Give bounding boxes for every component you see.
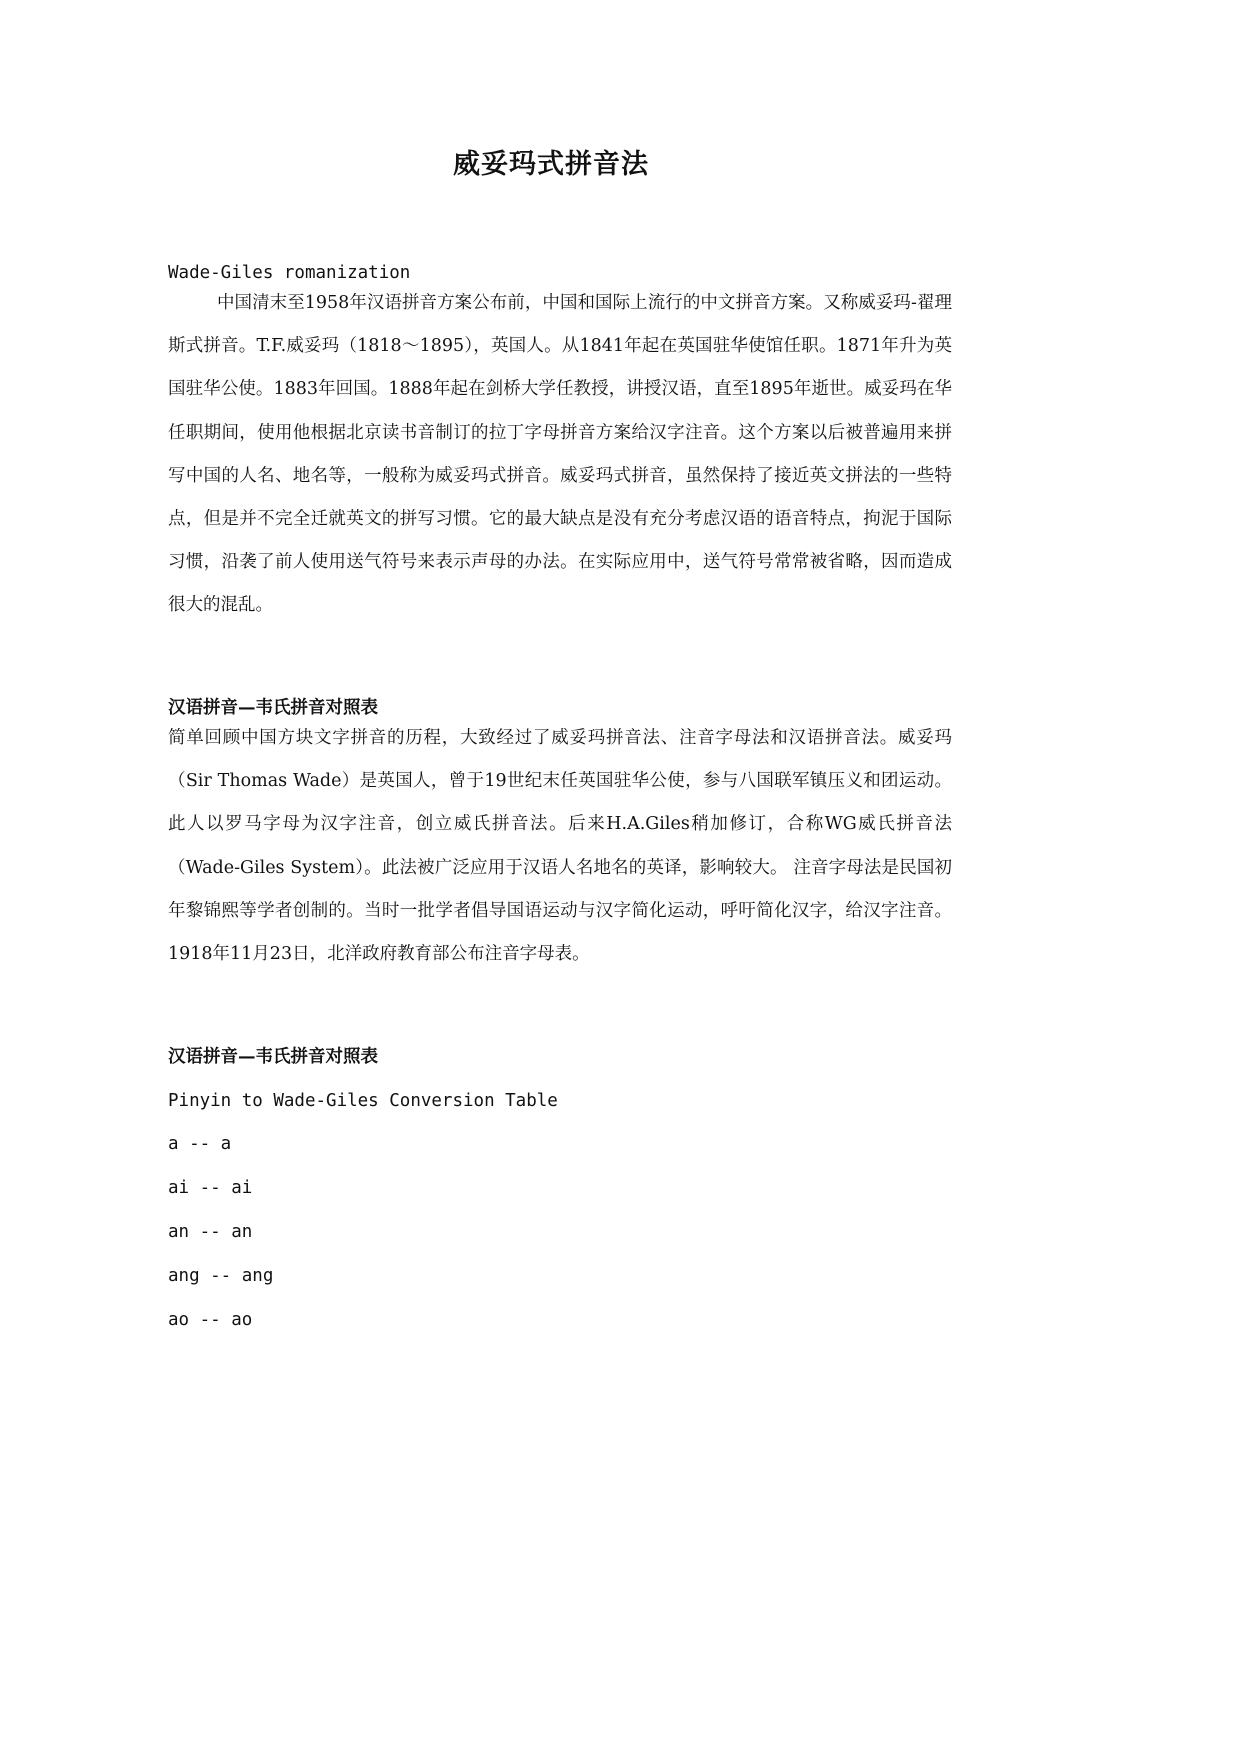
conversion-pair: ai -- ai [168,1178,253,1198]
section1-heading: 汉语拼音—韦氏拼音对照表 [168,698,378,718]
conversion-table-title: Pinyin to Wade-Giles Conversion Table [168,1091,558,1111]
english-subtitle: Wade-Giles romanization [168,263,411,283]
page-title: 威妥玛式拼音法 [453,149,649,180]
conversion-pair: ao -- ao [168,1310,253,1330]
intro-paragraph: 中国清末至1958年汉语拼音方案公布前，中国和国际上流行的中文拼音方案。又称威妥玛-翟理斯式拼音。T.F.威妥玛（1818～1895），英国人。从1841年起在英国驻华使馆任职。1871年升为英国驻华公使。1883年回国。1888年起在剑桥大学任教授，讲授汉语，直至1895年逝世。威妥玛在华任职期间，使用他根据北京读书音制订的拉丁字母拼音方案给汉字注音。这个方案以后被普遍用来拼写中国的人名、地名等，一般称为威妥玛式拼音。威妥玛式拼音，虽然保持了接近英文拼法的一些特点，但是并不完全迁就英文的拼写习惯。它的最大缺点是没有充分考虑汉语的语音特点，拘泥于国际习惯，沿袭了前人使用送气符号来表示声母的办法。在实际应用中，送气符号常常被省略，因而造成很大的混乱。 [168,293,952,616]
section1-paragraph: 简单回顾中国方块文字拼音的历程，大致经过了威妥玛拼音法、注音字母法和汉语拼音法。威妥玛（Sir Thomas Wade）是英国人，曾于19世纪末任英国驻华公使，参与八国联军镇压义和团运动。此人以罗马字母为汉字注音，创立威氏拼音法。后来H.A.Giles稍加修订，合称WG威氏拼音法（Wade-Giles System）。此法被广泛应用于汉语人名地名的英译，影响较大。 注音字母法是民国初年黎锦熙等学者创制的。当时一批学者倡导国语运动与汉字简化运动，呼吁简化汉字，给汉字注音。1918年11月23日，北洋政府教育部公布注音字母表。 [168,728,952,965]
section2-heading: 汉语拼音—韦氏拼音对照表 [168,1047,378,1067]
conversion-pair: ang -- ang [168,1266,274,1286]
conversion-pair-list [168,1132,273,1352]
conversion-pair: an -- an [168,1222,253,1242]
conversion-pair: a -- a [168,1134,232,1154]
